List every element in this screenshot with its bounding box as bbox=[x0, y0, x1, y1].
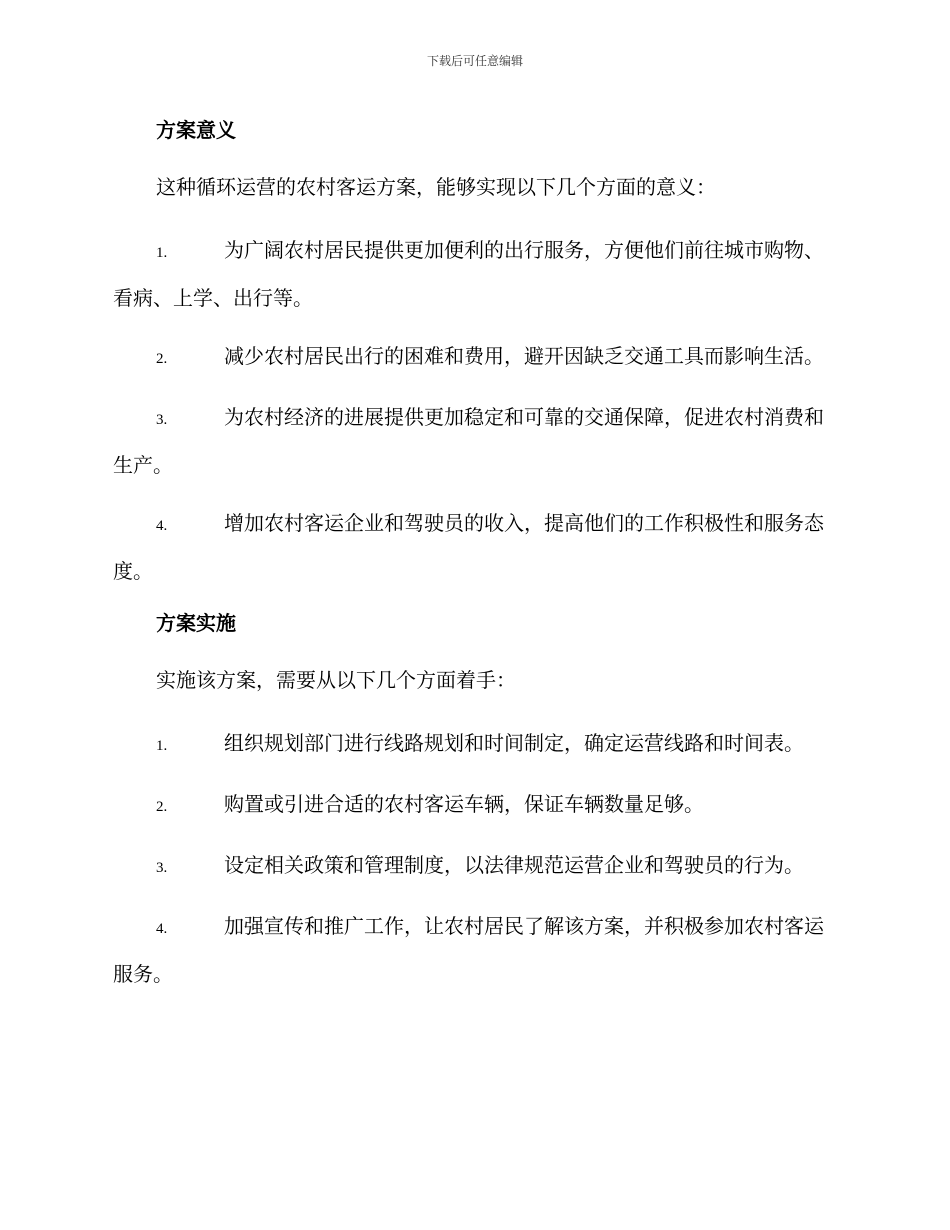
list-item-number: 3. bbox=[156, 860, 168, 876]
list-item-number: 2. bbox=[156, 351, 168, 367]
section-heading-significance: 方案意义 bbox=[156, 118, 236, 142]
list-item bbox=[113, 334, 833, 382]
list-item bbox=[113, 501, 833, 594]
list-item-number: 3. bbox=[156, 412, 168, 428]
page-header-note: 下载后可任意编辑 bbox=[426, 54, 523, 68]
list-item-number: 1. bbox=[156, 738, 168, 754]
list-item-number: 2. bbox=[156, 799, 168, 815]
list-item-text: 购置或引进合适的农村客运车辆，保证车辆数量足够。 bbox=[224, 792, 704, 816]
document-body bbox=[113, 114, 833, 1010]
section-intro-significance: 这种循环运营的农村客运方案，能够实现以下几个方面的意义： bbox=[156, 175, 716, 199]
list-item-text: 增加农村客运企业和驾驶员的收入，提高他们的工作积极性和服务态度。 bbox=[113, 511, 824, 583]
list-item-text: 设定相关政策和管理制度，以法律规范运营企业和驾驶员的行为。 bbox=[224, 853, 804, 877]
section-heading-implementation: 方案实施 bbox=[156, 611, 236, 635]
list-item bbox=[113, 721, 833, 769]
list-item-number: 4. bbox=[156, 921, 168, 937]
list-item-text: 组织规划部门进行线路规划和时间制定，确定运营线路和时间表。 bbox=[224, 731, 804, 755]
list-item bbox=[113, 228, 833, 321]
list-item bbox=[113, 782, 833, 830]
list-item-text: 为广阔农村居民提供更加便利的出行服务，方便他们前往城市购物、看病、上学、出行等。 bbox=[113, 238, 824, 310]
list-item-text: 加强宣传和推广工作，让农村居民了解该方案，并积极参加农村客运服务。 bbox=[113, 914, 824, 986]
list-item-text: 减少农村居民出行的困难和费用，避开因缺乏交通工具而影响生活。 bbox=[224, 344, 824, 368]
list-item-number: 1. bbox=[156, 245, 168, 261]
list-item-number: 4. bbox=[156, 518, 168, 534]
list-item bbox=[113, 904, 833, 997]
list-item-text: 为农村经济的进展提供更加稳定和可靠的交通保障，促进农村消费和生产。 bbox=[113, 405, 824, 477]
list-item bbox=[113, 843, 833, 891]
list-item bbox=[113, 395, 833, 488]
section-intro-implementation: 实施该方案，需要从以下几个方面着手： bbox=[156, 668, 516, 692]
